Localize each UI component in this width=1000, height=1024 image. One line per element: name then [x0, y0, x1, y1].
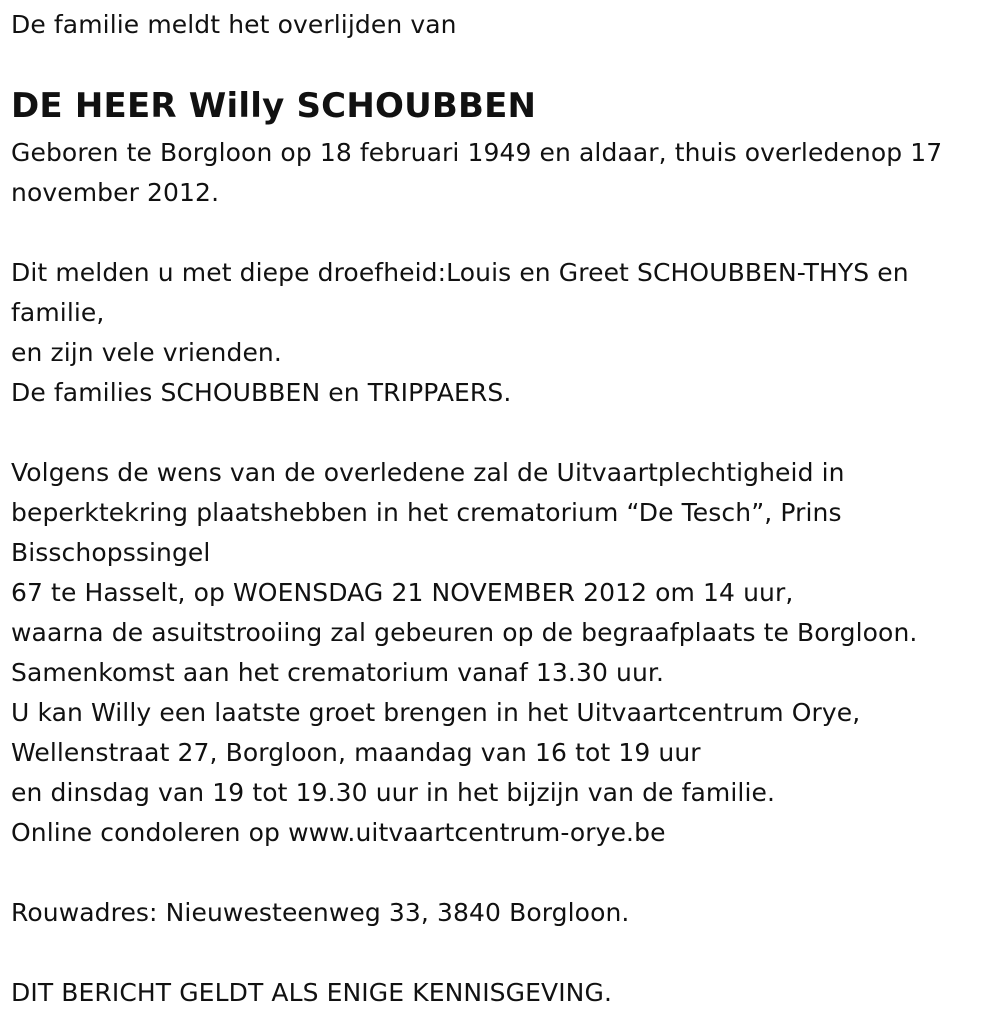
text-line: Dit melden u met diepe droefheid:Louis en Greet SCHOUBBEN-THYS en	[11, 258, 909, 287]
text-line: Wellenstraat 27, Borgloon, maandag van 16 tot 19 uur	[11, 738, 701, 767]
text-line: 67 te Hasselt, op WOENSDAG 21 NOVEMBER 2012 om 14 uur,	[11, 578, 794, 607]
text-line: De families SCHOUBBEN en TRIPPAERS.	[11, 378, 512, 407]
text-line: U kan Willy een laatste groet brengen in het Uitvaartcentrum Orye,	[11, 698, 861, 727]
text-line: Volgens de wens van de overledene zal de Uitvaartplechtigheid in	[11, 458, 845, 487]
intro-text: De familie meldt het overlijden van	[11, 10, 457, 39]
condolence-website-line: Online condoleren op www.uitvaartcentrum-orye.be	[11, 818, 666, 847]
text-line: Bisschopssingel	[11, 538, 211, 567]
text-line: beperktekring plaatshebben in het crematorium “De Tesch”, Prins	[11, 498, 842, 527]
mourning-address: Rouwadres: Nieuwesteenweg 33, 3840 Borgloon.	[11, 898, 630, 927]
text-line: en dinsdag van 19 tot 19.30 uur in het bijzijn van de familie.	[11, 778, 776, 807]
text-line: Samenkomst aan het crematorium vanaf 13.30 uur.	[11, 658, 665, 687]
text-line: waarna de asuitstrooiing zal gebeuren op de begraafplaats te Borgloon.	[11, 618, 918, 647]
text-line: Geboren te Borgloon op 18 februari 1949 en aldaar, thuis overledenop 17	[11, 138, 943, 167]
text-line: november 2012.	[11, 178, 220, 207]
text-line: en zijn vele vrienden.	[11, 338, 282, 367]
deceased-name: DE HEER Willy SCHOUBBEN	[11, 86, 537, 126]
closing-statement: DIT BERICHT GELDT ALS ENIGE KENNISGEVING.	[11, 978, 612, 1007]
text-line: familie,	[11, 298, 105, 327]
